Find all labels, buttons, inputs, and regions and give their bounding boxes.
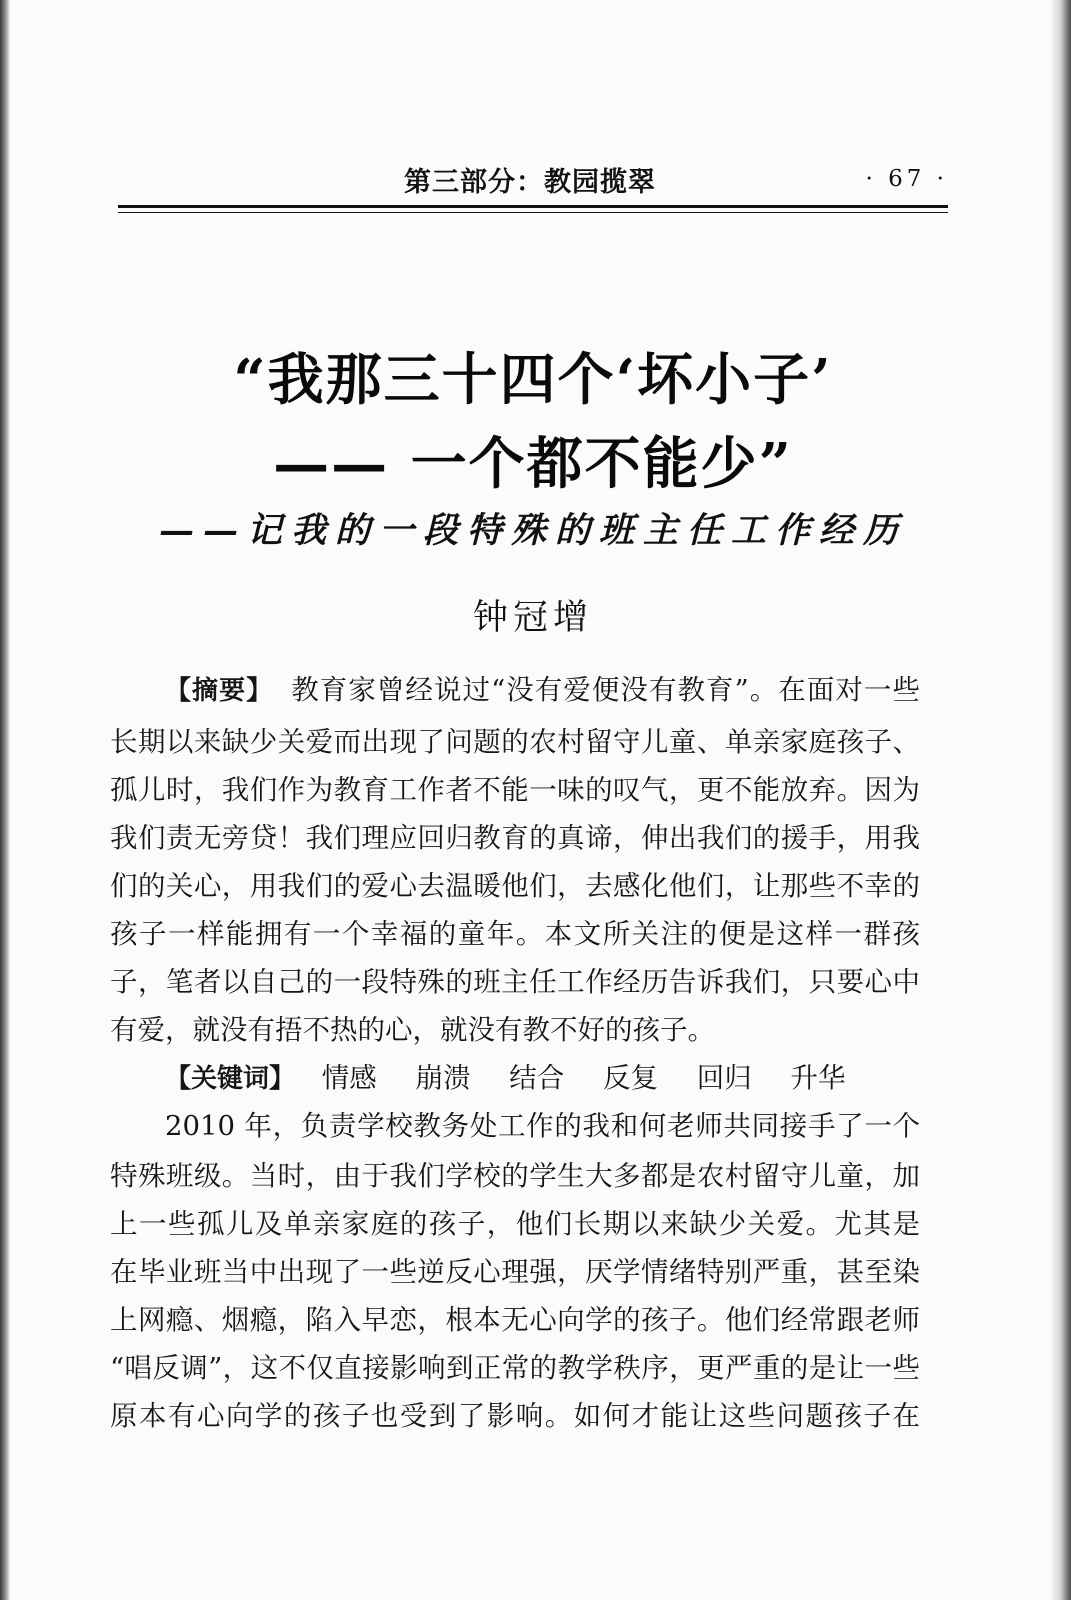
body-line: 上一些孤儿及单亲家庭的孩子，他们长期以来缺少关爱。尤其是 bbox=[110, 1208, 920, 1240]
body-line: 特殊班级。当时，由于我们学校的学生大多都是农村留守儿童，加 bbox=[110, 1160, 920, 1192]
header-rule-thick bbox=[118, 205, 948, 208]
keyword: 崩溃 bbox=[415, 1062, 471, 1094]
body-line: 上网瘾、烟瘾，陷入早恋，根本无心向学的孩子。他们经常跟老师 bbox=[110, 1304, 920, 1336]
keyword: 升华 bbox=[790, 1062, 846, 1094]
keyword: 回归 bbox=[696, 1062, 752, 1094]
body-line: 在毕业班当中出现了一些逆反心理强，厌学情绪特别严重，甚至染 bbox=[110, 1256, 920, 1288]
keywords-label: 【关键词】 bbox=[165, 1064, 296, 1094]
abstract-line: 我们责无旁贷！我们理应回归教育的真谛，伸出我们的援手，用我 bbox=[110, 822, 920, 854]
abstract-line bbox=[165, 670, 920, 710]
abstract-line: 有爱，就没有捂不热的心，就没有教不好的孩子。 bbox=[110, 1014, 715, 1046]
article-title-line-2: —— 一个都不能少” bbox=[273, 431, 793, 497]
running-header bbox=[118, 160, 948, 200]
abstract-line: 子，笔者以自己的一段特殊的班主任工作经历告诉我们，只要心中 bbox=[110, 966, 920, 998]
abstract-line: 长期以来缺少关爱而出现了问题的农村留守儿童、单亲家庭孩子、 bbox=[110, 726, 920, 758]
abstract-line: 孤儿时，我们作为教育工作者不能一味的叹气，更不能放弃。因为 bbox=[110, 774, 920, 806]
body-line: 2010 年，负责学校教务处工作的我和何老师共同接手了一个 bbox=[165, 1110, 920, 1142]
section-title: 第三部分：教园揽翠 bbox=[404, 167, 656, 198]
keyword: 反复 bbox=[603, 1062, 659, 1094]
article-subtitle: ——记我的一段特殊的班主任工作经历 bbox=[158, 510, 907, 551]
keyword: 结合 bbox=[509, 1062, 565, 1094]
keywords-row bbox=[165, 1058, 876, 1098]
keyword: 情感 bbox=[321, 1062, 377, 1094]
left-binding-shadow bbox=[0, 0, 10, 1600]
article-title-line-1: “我那三十四个‘坏小子’ bbox=[233, 347, 833, 413]
abstract-label: 【摘要】 bbox=[165, 676, 274, 706]
article-author: 钟冠增 bbox=[472, 598, 593, 638]
abstract-text: 教育家曾经说过“没有爱便没有教育”。在面对一些 bbox=[291, 674, 920, 706]
body-line: 原本有心向学的孩子也受到了影响。如何才能让这些问题孩子在 bbox=[110, 1400, 920, 1432]
header-rule-thin bbox=[118, 212, 948, 213]
abstract-line: 们的关心，用我们的爱心去温暖他们，去感化他们，让那些不幸的 bbox=[110, 870, 920, 902]
abstract-line: 孩子一样能拥有一个幸福的童年。本文所关注的便是这样一群孩 bbox=[110, 918, 920, 950]
right-binding-shadow bbox=[1051, 0, 1071, 1600]
page-number: · 67 · bbox=[865, 166, 948, 192]
body-line: “唱反调”，这不仅直接影响到正常的教学秩序，更严重的是让一些 bbox=[110, 1352, 920, 1384]
